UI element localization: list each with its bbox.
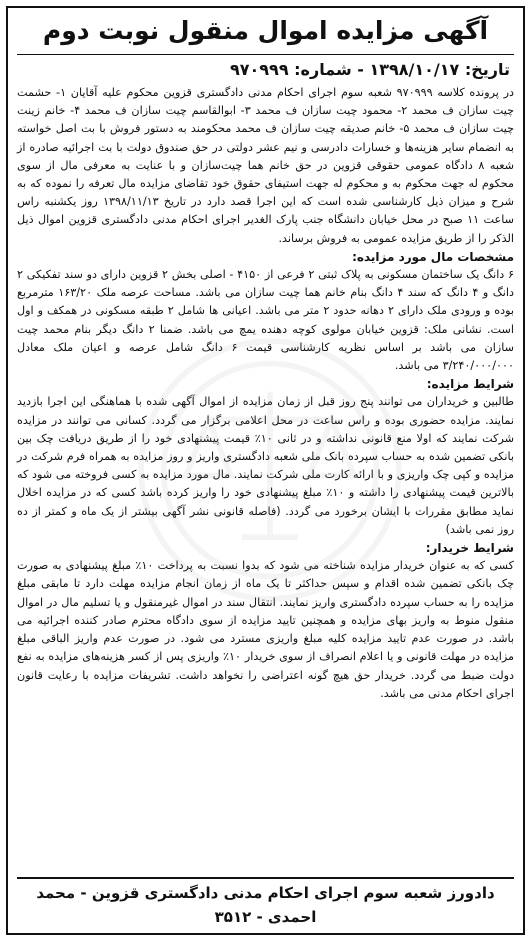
notice-frame (6, 6, 525, 935)
date-and-number: تاریخ: ۱۳۹۸/۱۰/۱۷ - شماره: ۹۷۰۹۹۹ (229, 60, 510, 79)
buyer-heading: شرایط خریدار: (425, 541, 514, 556)
notice-title: آگهی مزایده اموال منقول نوبت دوم (42, 16, 489, 45)
title-divider (17, 54, 514, 55)
specs-heading: مشخصات مال مورد مزایده: (352, 249, 514, 264)
intro-paragraph: در پرونده کلاسه ۹۷۰۹۹۹ شعبه سوم اجرای احکام مدنی دادگستری قزوین محکوم علیه آقایان ۱- حشمت چیت سازان ف محمد ۲- محمود چیت سازان ف محمد ۳- ابوالقاسم چیت سازان ف محمد ۴- خانم زینت چیت سازان ف محمد ۵- خانم صدیقه چیت سازان ف محمد محکومند به دستور فروش با بت اصل خواسته به انضمام سایر هزینه‌ها و خسارات دادرسی و نیم عشر دولتی در حق صندوق دولت با بت اجرائیه صادره از شعبه ۸ دادگاه عمومی حقوقی قزوین در حق خانم هما چیت‌سازان و با عنایت به معرفی مال از سوی محکوم له جهت محکوم به و محکوم له جهت استیفای حقوق خود تقاضای مزایده مال تعرفه را نموده که به شرح و میزان ذیل کارشناسی شده است که این اجرا قصد دارد در تاریخ ۱۳۹۸/۱۱/۱۳ روز یکشنبه راس ساعت ۱۱ صبح در محل خیابان دانشگاه جنب پارک الغدیر اجرای احکام مدنی دادگستری قزوین اموال ذیل الذکر را از طریق مزایده عمومی به فروش برساند. (17, 86, 515, 245)
signature-footer: دادورز شعبه سوم اجرای احکام مدنی دادگستری قزوین - محمد احمدی - ۳۵۱۲ (17, 877, 514, 929)
conditions-heading: شرایط مزایده: (426, 377, 514, 392)
buyer-paragraph: کسی که به عنوان خریدار مزایده شناخته می شود که بدوا نسبت به پرداخت ۱۰٪ مبلغ پیشنهادی به صورت چک بانکی تضمین شده اقدام و سپس حداکثر تا یک ماه از زمان انجام مزایده مهلت دارد تا مابقی مبلغ مزایده را به حساب سپرده دادگستری واریز نمایند. انتقال سند در اموال غیرمنقول و یا تسلیم مال در اموال منقول منوط به واریز بهای مزایده و همچنین تایید مزایده از سوی دادگاه محترم صادر کننده اجرائیه می باشد. در صورت عدم تایید مزایده کلیه مبلغ واریزی مسترد می شود. در صورت عدم واریز الباقی مبلغ مزایده در مهلت قانونی و یا اعلام انصراف از سوی خریدار ۱۰٪ واریزی پس از کسر هزینه‌های مزایده به نفع دولت ضبط می گردد. خریدار حق هیچ گونه اعتراضی را نخواهد داشت. تشریفات مزایده با رعایت قانون اجرای احکام مدنی می باشد. (17, 559, 515, 700)
conditions-paragraph: طالبین و خریداران می توانند پنج روز قبل از زمان مزایده از اموال آگهی شده با هماهنگی این اجرا بازدید نمایند. مزایده حضوری بوده و راس ساعت در محل اعلامی برگزار می گردد. کسانی می توانند در مزایده شرکت نمایند که اولا منع قانونی نداشته و در ثانی ۱۰٪ قیمت پیشنهادی خود را از طریق دریافت چک بین بانکی تضمین شده به حساب سپرده بانک ملی شعبه دادگستری واریز و روز مزایده به همراه فرم شرکت در مزایده و کپی چک واریزی و با ارائه کارت ملی شرکت نمایند. مال مورد مزایده به کسی فروخته می شود که بالاترین قیمت پیشنهادی را داشته و ۱۰٪ مبلغ پیشنهادی خود را واریز کرده باشد کسی که در مزایده اخلال نماید مطابق مقررات با ایشان برخورد می گردد. (فاصله قانونی نشر آگهی بیشتر از یک ماه و کمتر از ده روز نمی باشد) (17, 395, 514, 536)
specs-paragraph: ۶ دانگ یک ساختمان مسکونی به پلاک ثبتی ۲ فرعی از ۴۱۵۰ - اصلی بخش ۲ قزوین دارای دو سند تفکیکی ۲ دانگ و ۴ دانگ که سند ۴ دانگ بنام خانم هما چیت سازان می باشد. مساحت عرصه ملک ۱۶۳/۲۰ مترمربع بوده و ورودی ملک دارای ۲ دهانه حدود ۲ متر می باشد. اعیانی ها شامل ۲ طبقه مسکونی در همکف و اول است. نشانی ملک: قزوین خیابان مولوی کوچه دهنده یمچ می باشد. ضمنا ۲ دانگ دیگر بنام محمد چیت سازان می باشد بر اساس نظریه کارشناسی قیمت ۶ دانگ شامل عرصه و اعیان ملک معادل ۳/۲۴۰/۰۰۰/۰۰۰ می باشد. (17, 268, 515, 373)
